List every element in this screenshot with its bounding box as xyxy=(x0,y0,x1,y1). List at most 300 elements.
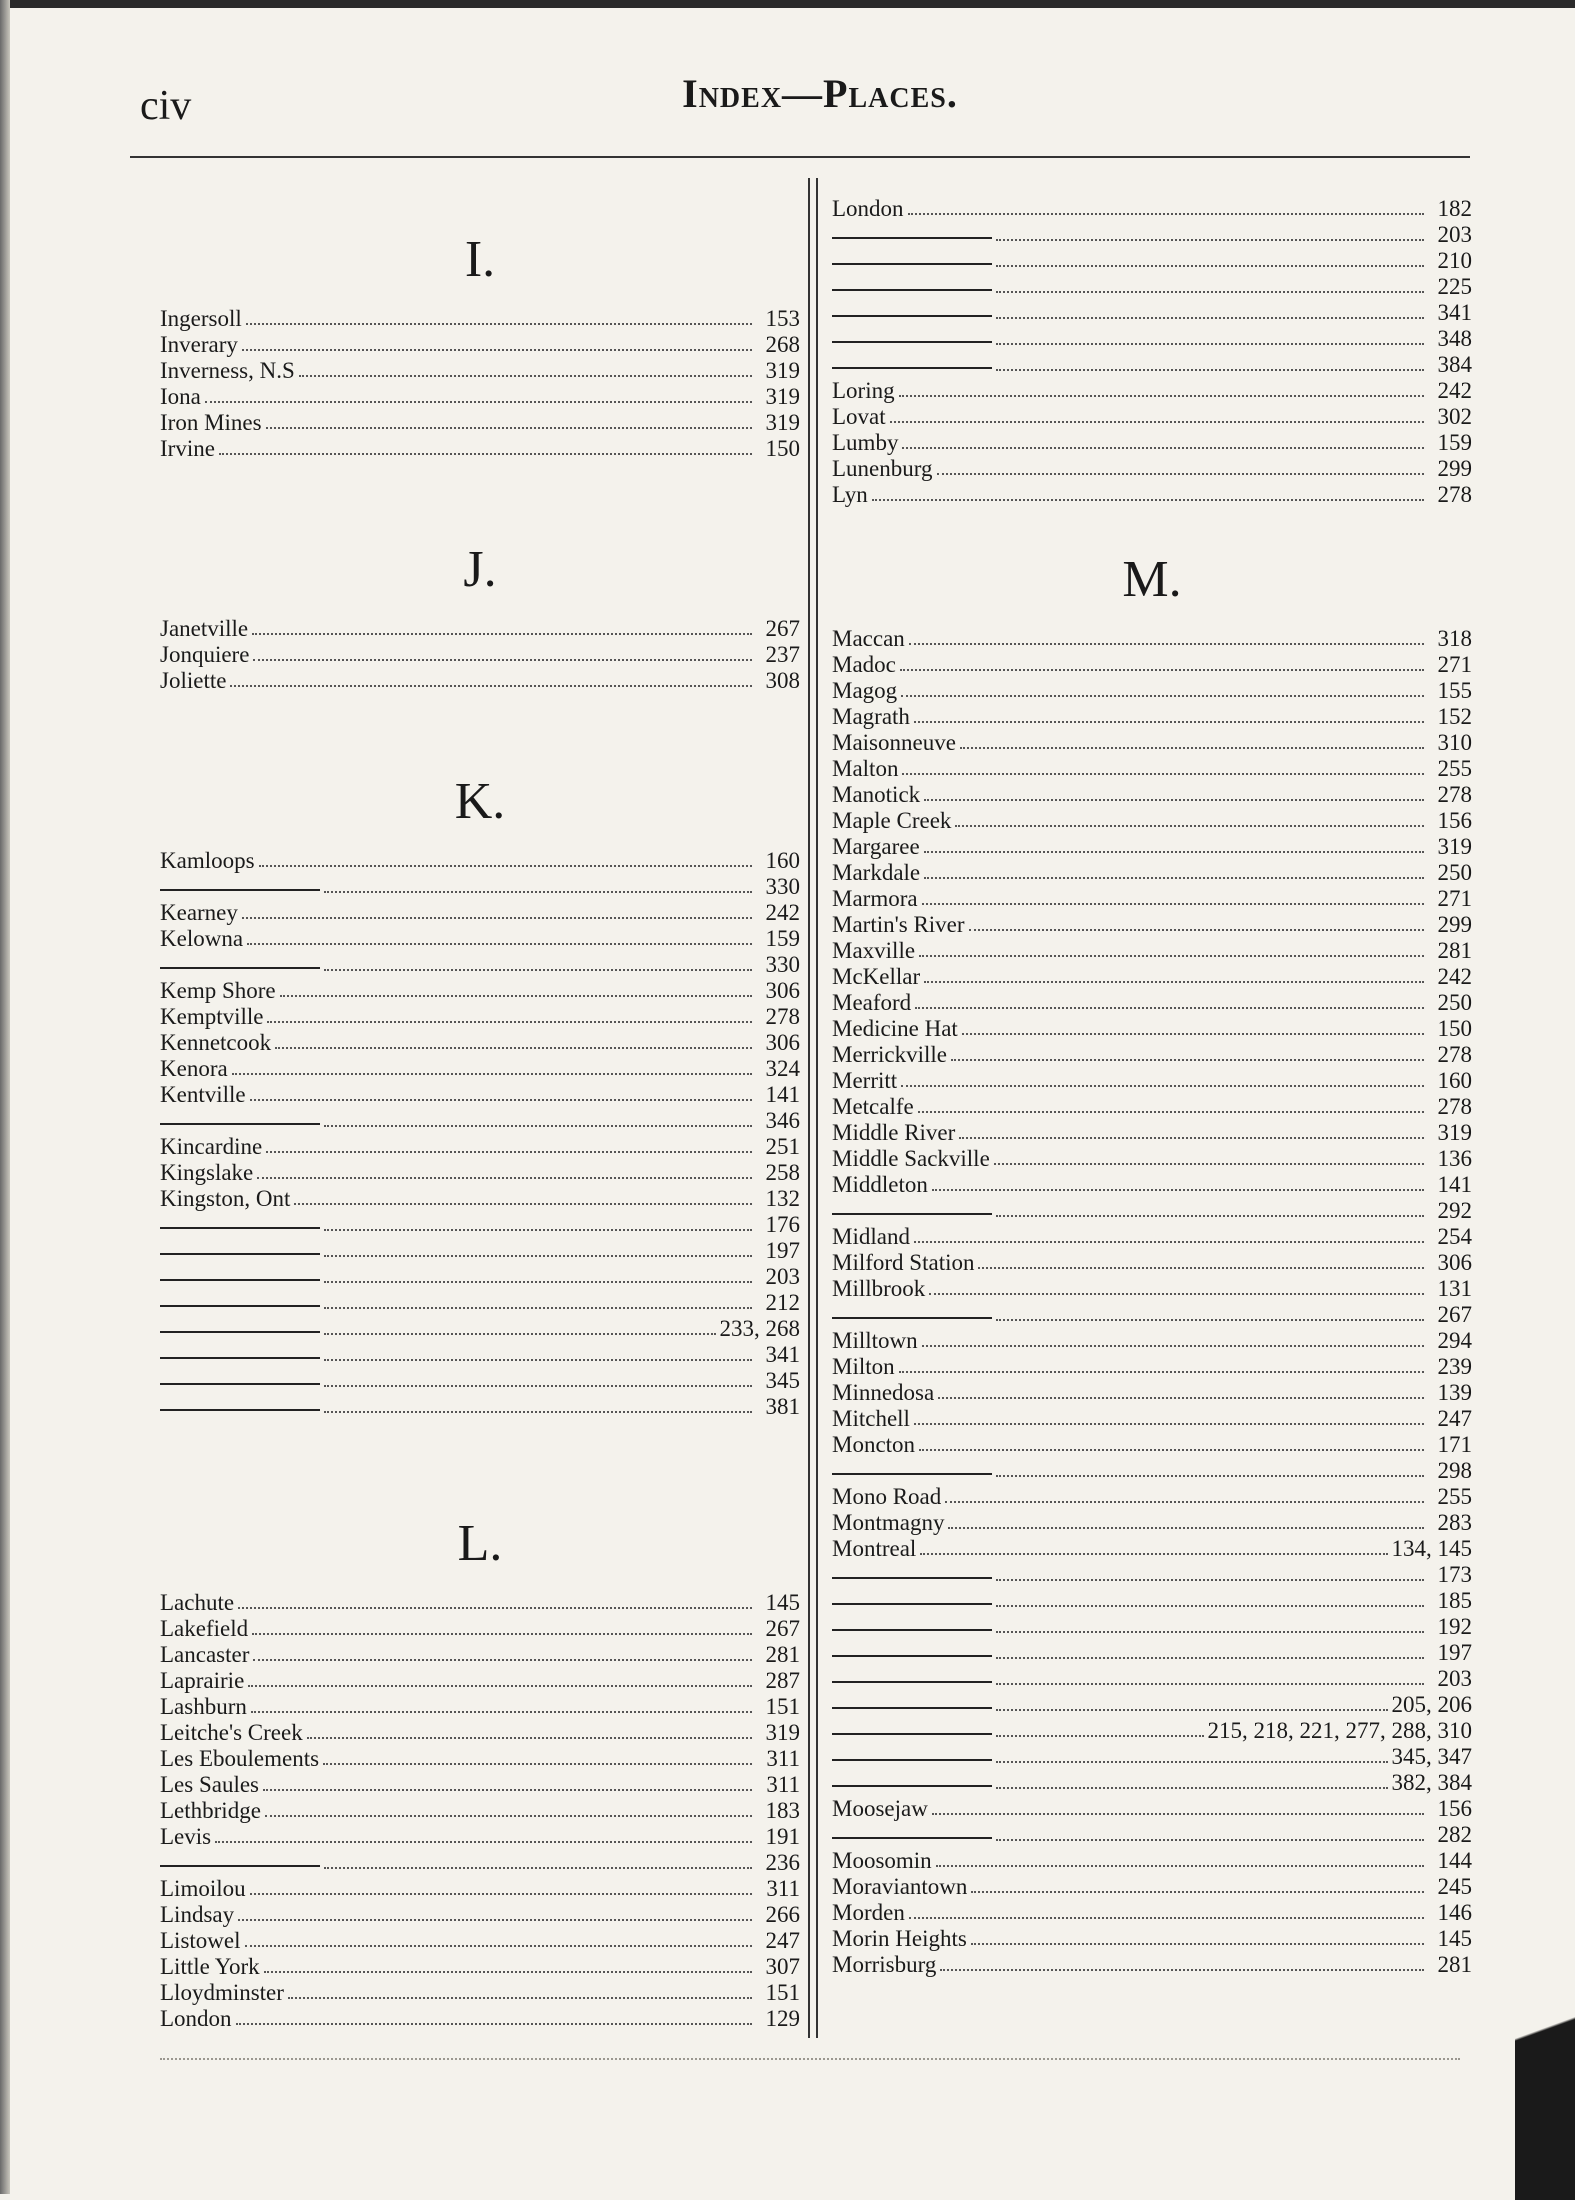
place-name: Margaree xyxy=(832,834,920,859)
page-references: 278 xyxy=(765,1004,800,1029)
page-references: 255 xyxy=(1437,756,1472,781)
dot-leader xyxy=(945,1501,1424,1503)
index-entry xyxy=(832,1016,1472,1042)
page-references: 345, 347 xyxy=(1391,1744,1472,1769)
page-references: 266 xyxy=(765,1902,800,1927)
dot-leader xyxy=(248,1685,752,1687)
page-references: 278 xyxy=(1437,482,1472,507)
place-name: Martin's River xyxy=(832,912,965,937)
dot-leader xyxy=(908,213,1424,215)
ditto-dash xyxy=(160,1383,320,1385)
index-entry xyxy=(160,332,800,358)
index-entry xyxy=(832,1744,1472,1770)
ditto-dash xyxy=(832,1655,992,1657)
page-references: 267 xyxy=(765,1616,800,1641)
page-references: 134, 145 xyxy=(1391,1536,1472,1561)
dot-leader xyxy=(909,1917,1424,1919)
index-entry xyxy=(160,1264,800,1290)
dot-leader xyxy=(890,421,1424,423)
dot-leader xyxy=(251,1711,752,1713)
dot-leader xyxy=(996,1683,1424,1685)
page-references: 254 xyxy=(1437,1224,1472,1249)
dot-leader xyxy=(247,943,752,945)
place-name: Morden xyxy=(832,1900,905,1925)
place-name: Lindsay xyxy=(160,1902,235,1927)
page-references: 150 xyxy=(765,436,800,461)
ditto-dash xyxy=(160,1305,320,1307)
dot-leader xyxy=(922,1345,1424,1347)
place-name: Magrath xyxy=(832,704,910,729)
page-references: 258 xyxy=(765,1160,800,1185)
page-references: 145 xyxy=(1437,1926,1472,1951)
place-name: Medicine Hat xyxy=(832,1016,958,1041)
page-references: 239 xyxy=(1437,1354,1472,1379)
dot-leader xyxy=(960,747,1424,749)
index-entry xyxy=(832,482,1472,508)
place-name: Magog xyxy=(832,678,898,703)
place-name: Ingersoll xyxy=(160,306,242,331)
index-entry xyxy=(832,1094,1472,1120)
page-references: 151 xyxy=(765,1694,800,1719)
dot-leader xyxy=(323,1763,752,1765)
place-name: Joliette xyxy=(160,668,227,693)
page-references: 306 xyxy=(765,978,800,1003)
page-references: 278 xyxy=(1437,1042,1472,1067)
index-entry xyxy=(832,1822,1472,1848)
page-references: 345 xyxy=(765,1368,800,1393)
page-references: 341 xyxy=(765,1342,800,1367)
place-name: Kearney xyxy=(160,900,238,925)
ditto-dash xyxy=(832,1603,992,1605)
page-references: 384 xyxy=(1437,352,1472,377)
index-entry xyxy=(832,1640,1472,1666)
index-entry xyxy=(832,1198,1472,1224)
place-name: Listowel xyxy=(160,1928,241,1953)
place-name: Metcalfe xyxy=(832,1094,914,1119)
page-references: 159 xyxy=(1437,430,1472,455)
index-entry xyxy=(160,1030,800,1056)
dot-leader xyxy=(250,1099,752,1101)
index-entry xyxy=(832,248,1472,274)
dot-leader xyxy=(996,1319,1424,1321)
dot-leader xyxy=(264,1971,752,1973)
index-entry xyxy=(832,990,1472,1016)
dot-leader xyxy=(280,995,752,997)
dot-leader xyxy=(245,1945,753,1947)
dot-leader xyxy=(929,1293,1424,1295)
dot-leader xyxy=(996,239,1424,241)
index-entry xyxy=(160,306,800,332)
ditto-dash xyxy=(832,1759,992,1761)
place-name: Merritt xyxy=(832,1068,898,1093)
page-references: 299 xyxy=(1437,456,1472,481)
page-references: 310 xyxy=(1437,730,1472,755)
index-entry xyxy=(832,1848,1472,1874)
place-name: Millbrook xyxy=(832,1276,926,1301)
dot-leader xyxy=(238,1919,752,1921)
right-column xyxy=(832,196,1472,1978)
dot-leader xyxy=(924,799,1424,801)
index-entry xyxy=(160,1108,800,1134)
ditto-dash xyxy=(160,1227,320,1229)
page-references: 247 xyxy=(1437,1406,1472,1431)
index-entry xyxy=(160,1004,800,1030)
page-references: 307 xyxy=(765,1954,800,1979)
ditto-dash xyxy=(160,967,320,969)
dot-leader xyxy=(994,1163,1424,1165)
section-letter: M. xyxy=(1122,551,1182,608)
index-entry xyxy=(832,678,1472,704)
index-entry xyxy=(832,964,1472,990)
page-references: 281 xyxy=(1437,938,1472,963)
page-references: 287 xyxy=(765,1668,800,1693)
page-number: civ xyxy=(140,83,192,129)
place-name: Kentville xyxy=(160,1082,246,1107)
page-references: 348 xyxy=(1437,326,1472,351)
page-references: 197 xyxy=(1437,1640,1472,1665)
ditto-dash xyxy=(832,1317,992,1319)
index-entry xyxy=(832,1120,1472,1146)
page-references: 311 xyxy=(766,1772,800,1797)
index-entry xyxy=(832,808,1472,834)
page-references: 330 xyxy=(765,874,800,899)
page-references: 152 xyxy=(1437,704,1472,729)
page-references: 205, 206 xyxy=(1391,1692,1472,1717)
dot-leader xyxy=(257,1177,752,1179)
index-entry xyxy=(160,384,800,410)
place-name: Jonquiere xyxy=(160,642,250,667)
dot-leader xyxy=(919,955,1424,957)
index-entry xyxy=(160,1980,800,2006)
page-references: 150 xyxy=(1437,1016,1472,1041)
dot-leader xyxy=(918,1111,1424,1113)
dot-leader xyxy=(932,1813,1424,1815)
dot-leader xyxy=(996,1735,1204,1737)
dot-leader xyxy=(246,323,752,325)
page-references: 182 xyxy=(1437,196,1472,221)
ditto-dash xyxy=(832,315,992,317)
page-references: 311 xyxy=(766,1876,800,1901)
dot-leader xyxy=(924,851,1424,853)
page-references: 318 xyxy=(1437,626,1472,651)
index-entry xyxy=(832,1224,1472,1250)
page-corner-shadow xyxy=(1515,1960,1575,2200)
page-references: 302 xyxy=(1437,404,1472,429)
dot-leader xyxy=(996,1787,1388,1789)
index-entry xyxy=(160,848,800,874)
page-references: 144 xyxy=(1437,1848,1472,1873)
page-references: 197 xyxy=(765,1238,800,1263)
page-references: 155 xyxy=(1437,678,1472,703)
ditto-dash xyxy=(832,1733,992,1735)
index-entry xyxy=(832,704,1472,730)
place-name: Laprairie xyxy=(160,1668,245,1693)
index-section xyxy=(160,1516,800,2032)
index-entry xyxy=(832,1276,1472,1302)
dot-leader xyxy=(996,369,1424,371)
dot-leader xyxy=(265,1815,752,1817)
page-references: 294 xyxy=(1437,1328,1472,1353)
index-entry xyxy=(832,326,1472,352)
index-entry xyxy=(160,1590,800,1616)
page-references: 160 xyxy=(765,848,800,873)
place-name: Kemptville xyxy=(160,1004,264,1029)
index-entry xyxy=(832,1926,1472,1952)
ditto-dash xyxy=(160,1409,320,1411)
place-name: Lethbridge xyxy=(160,1798,261,1823)
dot-leader xyxy=(252,1633,752,1635)
dot-leader xyxy=(937,473,1424,475)
index-entry xyxy=(160,1720,800,1746)
ditto-dash xyxy=(832,263,992,265)
index-entry xyxy=(160,2006,800,2032)
index-entry xyxy=(160,1954,800,1980)
dot-leader xyxy=(288,1997,752,1999)
dot-leader xyxy=(951,1059,1424,1061)
page-references: 203 xyxy=(1437,1666,1472,1691)
place-name: Kenora xyxy=(160,1056,228,1081)
page-references: 242 xyxy=(1437,964,1472,989)
place-name: Milton xyxy=(832,1354,895,1379)
page-references: 251 xyxy=(765,1134,800,1159)
index-entry xyxy=(832,834,1472,860)
ditto-dash xyxy=(160,1331,320,1333)
dot-leader xyxy=(996,1657,1424,1659)
page-references: 131 xyxy=(1437,1276,1472,1301)
ditto-dash xyxy=(832,1681,992,1683)
page-references: 129 xyxy=(765,2006,800,2031)
dot-leader xyxy=(324,1411,752,1413)
dot-leader xyxy=(996,265,1424,267)
place-name: Maxville xyxy=(832,938,916,963)
index-entry xyxy=(160,1394,800,1420)
page-references: 176 xyxy=(765,1212,800,1237)
index-entry xyxy=(160,1238,800,1264)
page-references: 298 xyxy=(1437,1458,1472,1483)
ditto-dash xyxy=(160,1279,320,1281)
index-entry xyxy=(832,222,1472,248)
page-references: 271 xyxy=(1437,652,1472,677)
dot-leader xyxy=(253,1659,752,1661)
place-name: Middleton xyxy=(832,1172,928,1197)
page-references: 299 xyxy=(1437,912,1472,937)
page-references: 132 xyxy=(765,1186,800,1211)
page-references: 185 xyxy=(1437,1588,1472,1613)
column-divider xyxy=(808,178,818,2038)
dot-leader xyxy=(219,453,752,455)
index-entry xyxy=(160,1772,800,1798)
index-entry xyxy=(160,1642,800,1668)
index-entry xyxy=(832,456,1472,482)
dot-leader xyxy=(259,865,752,867)
index-entry xyxy=(160,1082,800,1108)
dot-leader xyxy=(253,659,752,661)
page-references: 271 xyxy=(1437,886,1472,911)
index-entry xyxy=(832,196,1472,222)
page-references: 237 xyxy=(765,642,800,667)
page-references: 319 xyxy=(1437,1120,1472,1145)
index-entry xyxy=(160,1902,800,1928)
place-name: Kingston, Ont xyxy=(160,1186,291,1211)
dot-leader xyxy=(324,1307,752,1309)
page-references: 330 xyxy=(765,952,800,977)
page-references: 278 xyxy=(1437,782,1472,807)
dot-leader xyxy=(252,633,752,635)
dot-leader xyxy=(996,1579,1424,1581)
left-column xyxy=(160,232,800,2032)
index-entry xyxy=(832,938,1472,964)
page-references: 281 xyxy=(765,1642,800,1667)
page-references: 306 xyxy=(1437,1250,1472,1275)
dot-leader xyxy=(971,1891,1424,1893)
index-entry xyxy=(160,1798,800,1824)
place-name: Levis xyxy=(160,1824,212,1849)
ditto-dash xyxy=(832,289,992,291)
dot-leader xyxy=(324,1229,752,1231)
page-references: 250 xyxy=(1437,990,1472,1015)
index-entry xyxy=(832,1796,1472,1822)
index-entry xyxy=(160,1056,800,1082)
ditto-dash xyxy=(160,1865,320,1867)
page-references: 268 xyxy=(765,332,800,357)
place-name: Morin Heights xyxy=(832,1926,967,1951)
place-name: Kennetcook xyxy=(160,1030,272,1055)
index-entry xyxy=(832,300,1472,326)
section-letter: K. xyxy=(454,773,506,830)
index-entry xyxy=(832,1588,1472,1614)
page-references: 381 xyxy=(765,1394,800,1419)
index-entry xyxy=(160,978,800,1004)
place-name: Milltown xyxy=(832,1328,918,1353)
page-references: 242 xyxy=(765,900,800,925)
page-references: 203 xyxy=(765,1264,800,1289)
index-entry xyxy=(832,1874,1472,1900)
page-references: 278 xyxy=(1437,1094,1472,1119)
place-name: Meaford xyxy=(832,990,912,1015)
page-references: 247 xyxy=(765,1928,800,1953)
dot-leader xyxy=(938,1397,1424,1399)
dot-leader xyxy=(940,1969,1424,1971)
page-references: 283 xyxy=(1437,1510,1472,1535)
section-letter: J. xyxy=(463,541,497,598)
dot-leader xyxy=(932,1189,1424,1191)
index-entry xyxy=(832,886,1472,912)
dot-leader xyxy=(902,447,1424,449)
place-name: Kamloops xyxy=(160,848,255,873)
page-references: 324 xyxy=(765,1056,800,1081)
dot-leader xyxy=(920,1553,1387,1555)
index-entry xyxy=(160,926,800,952)
page-references: 146 xyxy=(1437,1900,1472,1925)
dot-leader xyxy=(307,1737,752,1739)
index-entry xyxy=(832,1068,1472,1094)
page-references: 192 xyxy=(1437,1614,1472,1639)
section-letter: I. xyxy=(464,231,496,288)
index-entry xyxy=(832,1250,1472,1276)
place-name: Inverness, N.S xyxy=(160,358,295,383)
dot-leader xyxy=(996,1215,1424,1217)
index-section xyxy=(160,774,800,1420)
page-references: 281 xyxy=(1437,1952,1472,1977)
page-references: 282 xyxy=(1437,1822,1472,1847)
page-references: 319 xyxy=(765,1720,800,1745)
place-name: Manotick xyxy=(832,782,921,807)
place-name: Kelowna xyxy=(160,926,244,951)
index-entry xyxy=(832,1458,1472,1484)
page-binding-edge xyxy=(0,0,10,2194)
index-entry xyxy=(160,1186,800,1212)
page-references: 319 xyxy=(765,410,800,435)
index-entry xyxy=(160,1616,800,1642)
index-entry xyxy=(160,900,800,926)
ditto-dash xyxy=(160,1253,320,1255)
dot-leader xyxy=(324,1333,716,1335)
dot-leader xyxy=(230,685,752,687)
index-entry xyxy=(832,1900,1472,1926)
ditto-dash xyxy=(832,1629,992,1631)
dot-leader xyxy=(915,1007,1424,1009)
index-entry xyxy=(160,1342,800,1368)
place-name: Kingslake xyxy=(160,1160,254,1185)
place-name: Lachute xyxy=(160,1590,235,1615)
page-references: 171 xyxy=(1437,1432,1472,1457)
place-name: Madoc xyxy=(832,652,896,677)
index-entry xyxy=(832,1406,1472,1432)
dot-leader xyxy=(996,317,1424,319)
section-letter: L. xyxy=(457,1515,503,1572)
page-references: 233, 268 xyxy=(719,1316,800,1341)
index-entry xyxy=(832,626,1472,652)
dot-leader xyxy=(914,1241,1424,1243)
dot-leader xyxy=(242,917,752,919)
index-entry xyxy=(832,912,1472,938)
index-entry xyxy=(832,1380,1472,1406)
place-name: Kincardine xyxy=(160,1134,263,1159)
page-references: 160 xyxy=(1437,1068,1472,1093)
dot-leader xyxy=(969,929,1424,931)
page-references: 225 xyxy=(1437,274,1472,299)
page-references: 141 xyxy=(765,1082,800,1107)
place-name: Irvine xyxy=(160,436,215,461)
dot-leader xyxy=(205,401,752,403)
ditto-dash xyxy=(832,1785,992,1787)
index-entry xyxy=(832,1432,1472,1458)
page-references: 306 xyxy=(765,1030,800,1055)
dot-leader xyxy=(919,1449,1424,1451)
place-name: Maisonneuve xyxy=(832,730,956,755)
header-rule xyxy=(130,156,1470,158)
dot-leader xyxy=(936,1865,1424,1867)
dot-leader xyxy=(996,1605,1424,1607)
page-references: 267 xyxy=(1437,1302,1472,1327)
ditto-dash xyxy=(832,367,992,369)
index-entry xyxy=(832,1718,1472,1744)
index-entry xyxy=(160,1134,800,1160)
page-references: 139 xyxy=(1437,1380,1472,1405)
index-section xyxy=(160,232,800,462)
dot-leader xyxy=(872,499,1424,501)
index-entry xyxy=(160,1212,800,1238)
page-references: 141 xyxy=(1437,1172,1472,1197)
index-entry xyxy=(160,1694,800,1720)
place-name: Markdale xyxy=(832,860,921,885)
index-entry xyxy=(832,378,1472,404)
place-name: Malton xyxy=(832,756,899,781)
dot-leader xyxy=(324,1359,752,1361)
index-entry xyxy=(832,782,1472,808)
index-entry xyxy=(160,1316,800,1342)
page-references: 346 xyxy=(765,1108,800,1133)
